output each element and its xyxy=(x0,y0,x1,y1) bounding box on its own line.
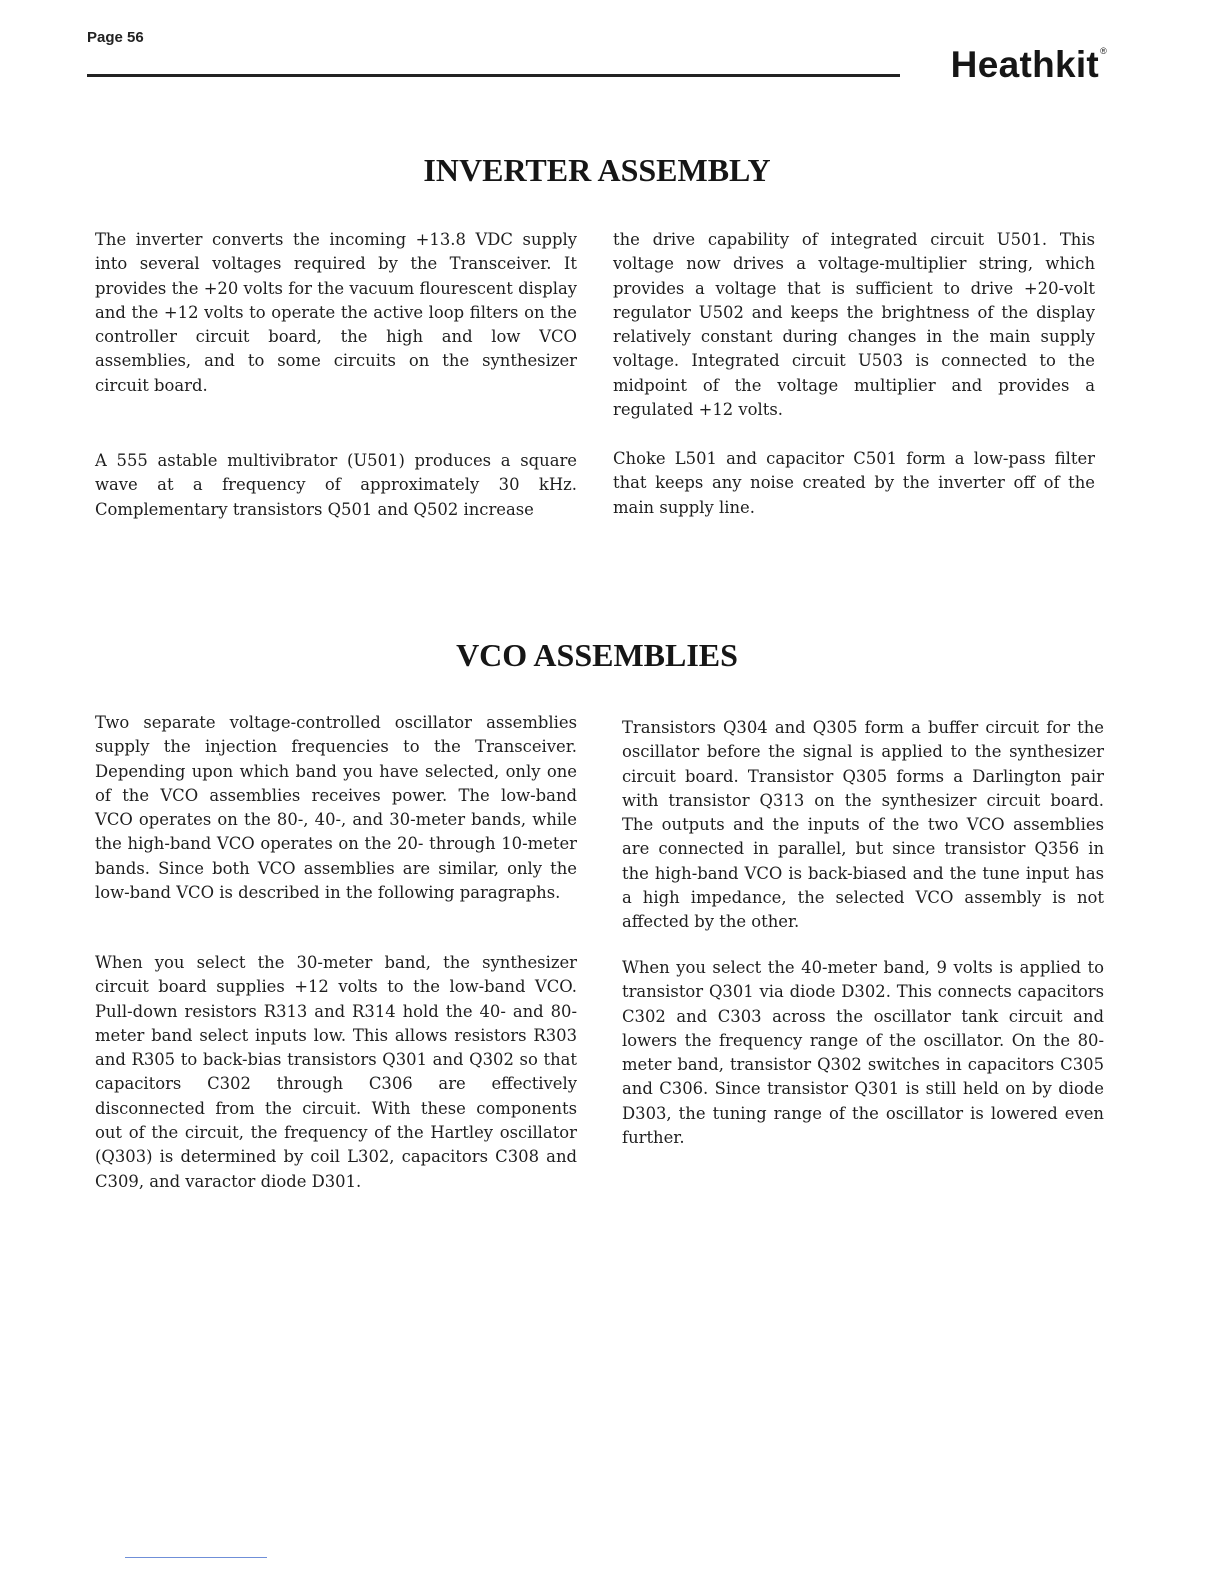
vco-paragraph-1: Two separate voltage-controlled oscillator assemblies supply the injection frequencies to the Transceiver. Depending upon which band you have selected, only one of the VCO assemblies receives power. The low-band VCO operates on the 80-, 40-, and 30-meter bands, while the high-band VCO operates on the 20- through 10-meter bands. Since both VCO assemblies are similar, only the low-band VCO is described in the following paragraphs. xyxy=(95,713,577,903)
vco-paragraph-2: When you select the 30-meter band, the synthesizer circuit board supplies +12 volts to the low-band VCO. Pull-down resistors R313 and R314 hold the 40- and 80-meter band select inputs low. This allows resistors R303 and R305 to back-bias transistors Q301 and Q302 so that capacitors C302 through C306 are effectively disconnected from the circuit. With these components out of the circuit, the frequency of the Hartley oscillator (Q303) is determined by coil L302, capacitors C308 and C309, and varactor diode D301. xyxy=(95,953,577,1191)
inverter-paragraph-2: A 555 astable multivibrator (U501) produces a square wave at a frequency of approximately 30 kHz. Complementary transistors Q501 and Q502 increase xyxy=(95,451,577,519)
inverter-paragraph-3: the drive capability of integrated circuit U501. This voltage now drives a voltage-multiplier string, which provides a voltage that is sufficient to drive +20-volt regulator U502 and keeps the brightness of the display relatively constant during changes in the main supply voltage. Integrated circuit U503 is connected to the midpoint of the voltage multiplier and provides a regulated +12 volts. xyxy=(613,230,1095,420)
inverter-paragraph-1: The inverter converts the incoming +13.8 VDC supply into several voltages required by the Transceiver. It provides the +20 volts for the vacuum flourescent display and the +12 volts to operate the active loop filters on the controller circuit board, the high and low VCO assemblies, and to some circuits on the synthesizer circuit board. xyxy=(95,230,577,395)
registered-mark: ® xyxy=(1100,46,1107,56)
section-title-inverter: INVERTER ASSEMBLY xyxy=(423,152,771,188)
brand-logo xyxy=(951,44,1106,86)
footer-line xyxy=(125,1557,267,1558)
vco-paragraph-3: Transistors Q304 and Q305 form a buffer circuit for the oscillator before the signal is applied to the synthesizer circuit board. Transistor Q305 forms a Darlington pair with transistor Q313 on the synthesizer circuit board. The outputs and the inputs of the two VCO assemblies are connected in parallel, but since transistor Q356 in the high-band VCO is back-biased and the tune input has a high impedance, the selected VCO assembly is not affected by the other. xyxy=(622,718,1104,932)
header-rule xyxy=(87,74,900,77)
page-number: Page 56 xyxy=(87,29,144,46)
brand-name: Heathkit xyxy=(950,44,1100,85)
inverter-paragraph-4: Choke L501 and capacitor C501 form a low-pass filter that keeps any noise created by the inverter off of the main supply line. xyxy=(613,449,1095,517)
section-title-vco: VCO ASSEMBLIES xyxy=(456,637,738,673)
vco-paragraph-4: When you select the 40-meter band, 9 volts is applied to transistor Q301 via diode D302. This connects capacitors C302 and C303 across the oscillator tank circuit and lowers the frequency range of the oscillator. On the 80-meter band, transistor Q302 switches in capacitors C305 and C306. Since transistor Q301 is still held on by diode D303, the tuning range of the oscillator is lowered even further. xyxy=(622,958,1104,1148)
